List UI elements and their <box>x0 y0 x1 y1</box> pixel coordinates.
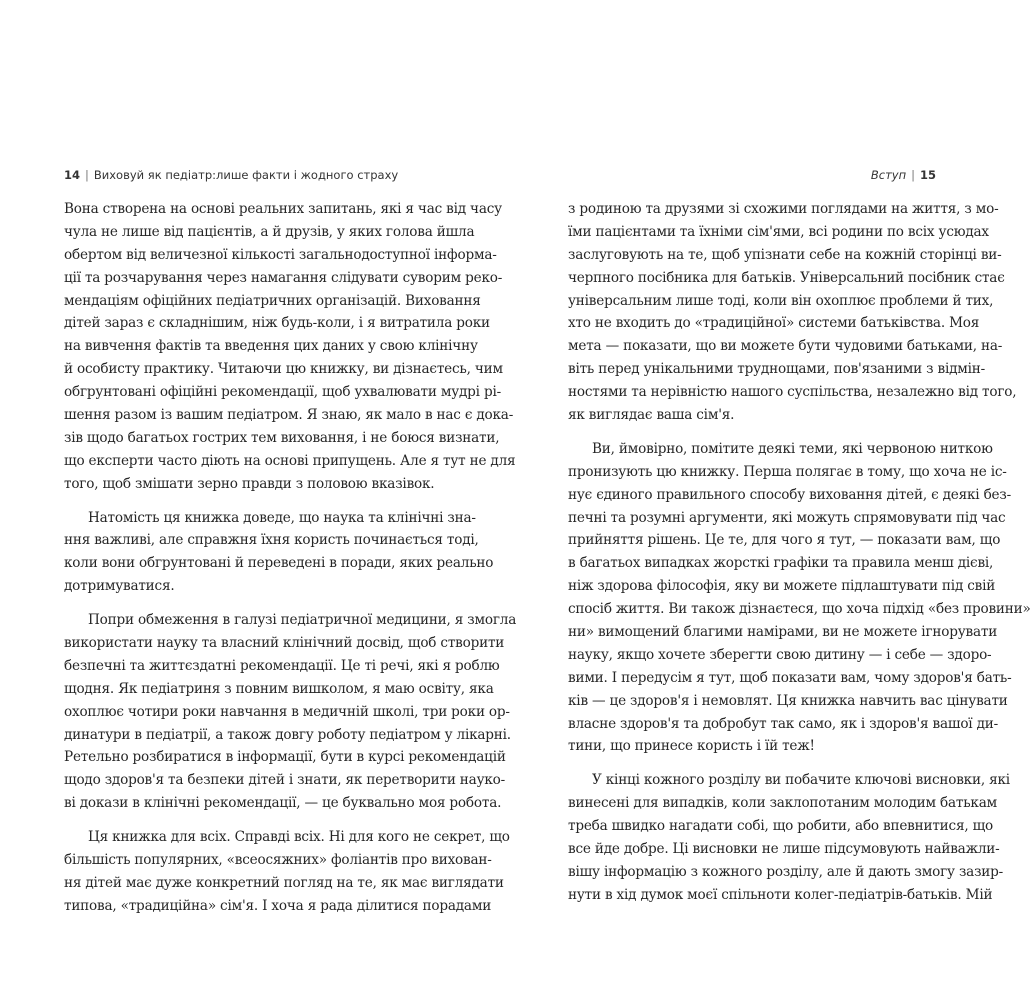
text-line: черпного посібника для батьків. Універсальний посібник стає <box>568 269 1005 286</box>
text-line: винесені для випадків, коли заклопотаним молодим батькам <box>568 795 997 812</box>
text-line: віть перед унікальними труднощами, пов'язаними з відмін- <box>568 361 986 378</box>
text-line: динатури в педіатрії, а також довгу роботу педіатром у лікарні. <box>64 726 511 743</box>
text-line: нути в хід думок моєї спільноти колег-педіатрів-батьків. Мій <box>568 886 993 903</box>
text-line: дітей зараз є складнішим, ніж будь-коли, і я витратила роки <box>64 315 490 332</box>
text-line: обгрунтовані офіційні рекомендації, щоб ухвалювати мудрі рі- <box>64 384 501 401</box>
text-line: щодо здоров'я та безпеки дітей і знати, як перетворити науко- <box>64 772 506 789</box>
text-line: ня дітей має дуже конкретний погляд на те, як має виглядати <box>64 874 504 891</box>
text-line: й особисту практику. Читаючи цю книжку, ви дізнаєтесь, чим <box>64 361 503 378</box>
text-line: ностями та нерівністю нашого суспільства, незалежно від того, <box>568 384 1017 401</box>
text-line: печні та розумні аргументи, які можуть спрямовувати під час <box>568 509 1006 526</box>
header-separator: | <box>85 168 89 182</box>
text-line: вими. І передусім я тут, щоб показати вам, чому здоров'я бать- <box>568 669 1012 686</box>
text-line: ніж здорова філософія, яку ви можете підлаштувати під свій <box>568 578 996 595</box>
text-line: в багатьох випадках жорсткі графіки та правила менш дієві, <box>568 555 994 572</box>
text-line: більшість популярних, «всеосяжних» фоліантів про вихован- <box>64 852 492 869</box>
text-line: чула не лише від пацієнтів, а й друзів, у яких голова йшла <box>64 223 475 240</box>
text-line: універсальним лише тоді, коли він охоплює проблеми й тих, <box>568 292 994 309</box>
left-page-body <box>64 198 517 918</box>
text-line: що експерти часто діють на основі припущень. Але я тут не для <box>64 452 516 469</box>
text-line: пронизують цю книжку. Перша полягає в тому, що хоча не іс- <box>568 463 1007 480</box>
text-line: дотримуватися. <box>64 578 175 595</box>
text-line: все йде добре. Ці висновки не лише підсумовують найважли- <box>568 841 1000 858</box>
text-line: заслуговують на те, щоб упізнати себе на кожній сторінці ви- <box>568 246 1002 263</box>
text-line: зів щодо багатьох гострих тем виховання, і не боюся визнати, <box>64 429 500 446</box>
text-line: як виглядає ваша сім'я. <box>568 407 735 424</box>
text-line: Попри обмеження в галузі педіатричної медицини, я змогла <box>88 612 517 629</box>
text-line: Ця книжка для всіх. Справді всіх. Ні для кого не секрет, що <box>88 829 510 846</box>
text-line: безпечні та життєздатні рекомендації. Це ті речі, які я роблю <box>64 657 500 674</box>
text-line: науку, якщо хочете зберегти свою дитину — і себе — здоро- <box>568 646 992 663</box>
header-separator: | <box>911 168 915 182</box>
text-line: хто не входить до «традиційної» системи батьківства. Моя <box>568 315 980 332</box>
left-page-number: 14 <box>64 168 81 182</box>
text-line: нує єдиного правильного способу виховання дітей, є деякі без- <box>568 486 1012 503</box>
text-line: Ретельно розбиратися в інформації, бути в курсі рекомендацій <box>64 749 506 766</box>
text-line: вішу інформацію з кожного розділу, але й дають змогу зазир- <box>568 863 1004 880</box>
text-line: Вона створена на основі реальних запитань, які я час від часу <box>64 201 502 217</box>
right-running-title: Вступ <box>870 168 907 182</box>
text-line: мета — показати, що ви можете бути чудовими батьками, на- <box>568 338 1003 355</box>
text-line: ції та розчарування через намагання слідувати суворим реко- <box>64 269 503 286</box>
text-line: типова, «традиційна» сім'я. І хоча я рада ділитися порадами <box>64 897 492 914</box>
text-line: їми пацієнтами та їхніми сім'ями, всі родини по всіх усюдах <box>568 223 989 240</box>
text-line: спосіб життя. Ви також дізнаєтеся, що хоча підхід «без провини» <box>568 601 1031 618</box>
right-page-number: 15 <box>919 168 936 182</box>
text-line: коли вони обгрунтовані й переведені в поради, яких реально <box>64 555 494 572</box>
text-line: з родиною та друзями зі схожими поглядами на життя, з мо- <box>568 201 999 217</box>
text-line: Натомість ця книжка доведе, що наука та клінічні зна- <box>88 509 476 526</box>
text-line: на вивчення фактів та введення цих даних у свою клінічну <box>64 338 478 355</box>
text-line: Ви, ймовірно, помітите деякі теми, які червоною ниткою <box>592 440 993 457</box>
text-line: ни» вимощений благими намірами, ви не можете ігнорувати <box>568 624 998 641</box>
left-running-title: Виховуй як педіатр:лише факти і жодного страху <box>93 168 399 182</box>
text-line: мендаціям офіційних педіатричних організацій. Виховання <box>64 292 481 309</box>
text-line: використати науку та власний клінічний досвід, щоб створити <box>64 635 505 652</box>
text-line: У кінці кожного розділу ви побачите ключові висновки, які <box>592 772 1010 789</box>
text-line: охоплює чотири роки навчання в медичній школі, три роки ор- <box>64 703 510 720</box>
right-page-header <box>871 168 936 182</box>
text-line: тини, що принесе користь і їй теж! <box>568 738 815 755</box>
text-line: прийняття рішень. Це те, для чого я тут, — показати вам, що <box>568 532 1001 549</box>
text-line: того, щоб змішати зерно правди з половою вказівок. <box>64 475 435 492</box>
text-line: ння важливі, але справжня їхня користь починається тоді, <box>64 532 479 549</box>
right-page-body <box>568 198 1031 907</box>
text-line: ві докази в клінічні рекомендації, — це буквально моя робота. <box>64 795 502 812</box>
text-line: щодня. Як педіатриня з повним вишколом, я маю освіту, яка <box>64 680 494 697</box>
text-line: ків — це здоров'я і немовлят. Ця книжка навчить вас цінувати <box>568 692 1008 709</box>
left-page-header <box>64 168 398 182</box>
text-line: власне здоров'я та добробут так само, як і здоров'я вашої ди- <box>568 715 999 732</box>
text-line: шення разом із вашим педіатром. Я знаю, як мало в нас є дока- <box>64 407 514 424</box>
text-line: обертом від величезної кількості загальнодоступної інформа- <box>64 246 497 263</box>
text-line: треба швидко нагадати собі, що робити, або впевнитися, що <box>568 818 993 835</box>
